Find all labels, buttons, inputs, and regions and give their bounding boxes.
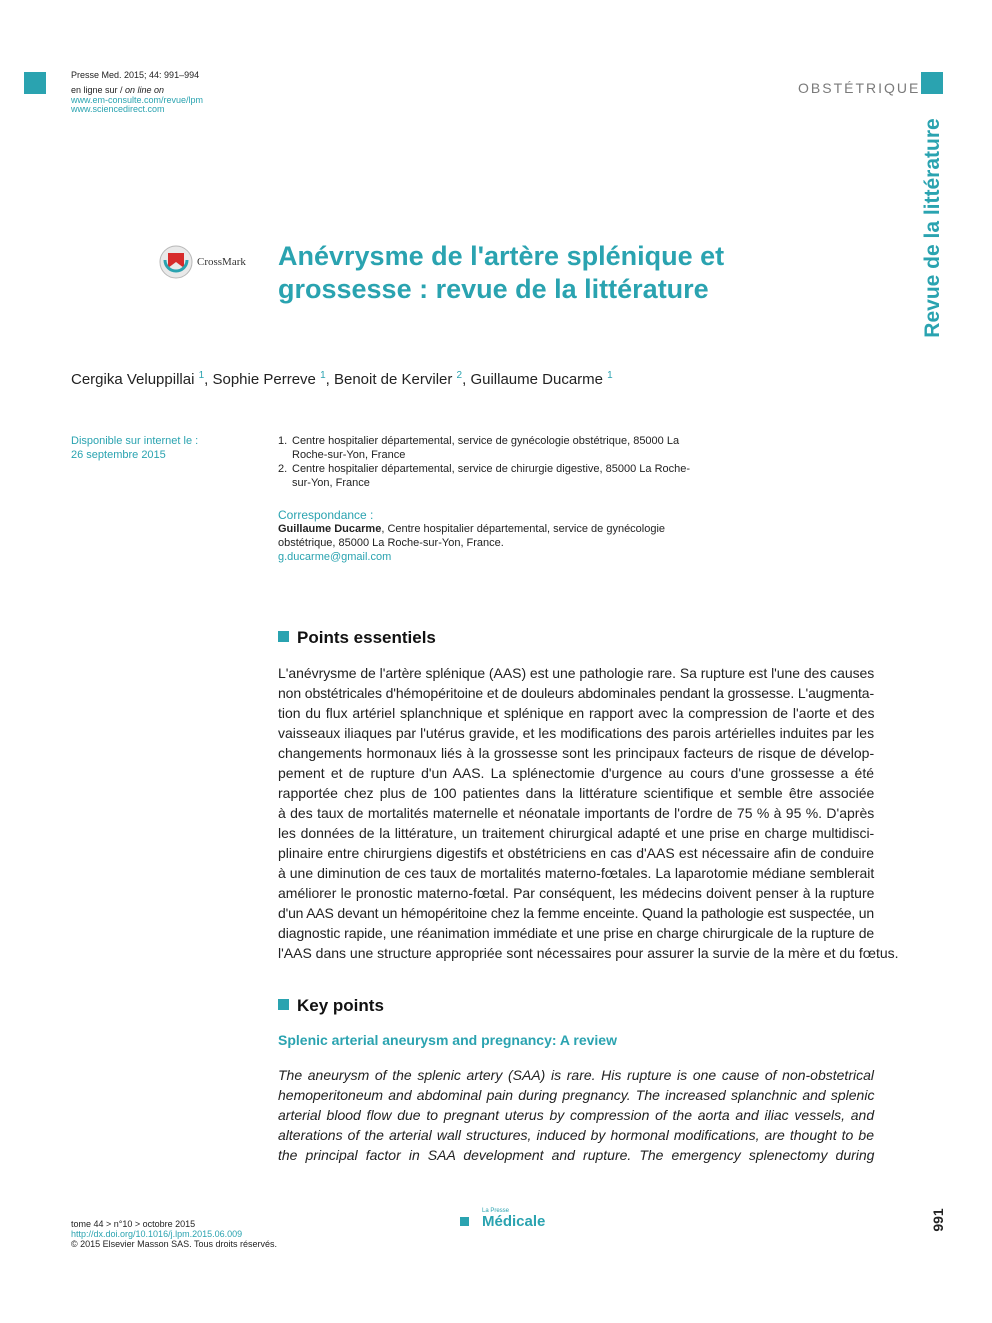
corner-square-right — [921, 72, 943, 94]
text-line: changements hormonaux liés à la grossesse sont les principaux facteurs de risque de dévelop- — [278, 745, 875, 761]
page-number: 991 — [930, 1208, 946, 1232]
text-line: the principal factor in SAA development and rupture. The emergency splenectomy during — [278, 1147, 875, 1163]
correspondence-name: Guillaume Ducarme — [278, 523, 382, 535]
logo-small-text: La Presse — [482, 1208, 510, 1214]
crossmark-badge[interactable] — [159, 245, 246, 279]
heading-bullet-square — [278, 631, 289, 642]
heading-bullet-square — [278, 999, 289, 1010]
logo-square — [460, 1217, 469, 1226]
crossmark-icon — [159, 245, 193, 279]
affiliation-1: 1. Centre hospitalier départemental, service de gynécologie obstétrique, 85000 La Roche-sur-Yon, France — [278, 435, 680, 461]
text-line: The aneurysm of the splenic artery (SAA) is rare. His rupture is one cause of non-obstetrical — [278, 1067, 874, 1083]
correspondence-address: Guillaume Ducarme, Centre hospitalier départemental, service de gynécologie obstétrique, 85000 La Roche-sur-Yon, France. — [278, 523, 666, 549]
article-title-line-1: Anévrysme de l'artère splénique et — [278, 241, 725, 271]
text-line: rapportée chez plus de 100 patientes dans la littérature scientifique et semble être associée — [278, 785, 875, 801]
text-line: plinaire entre chirurgiens digestifs et obstétriciens en cas d'AAS est nécessaire afin de conduire — [278, 845, 874, 861]
text-line: améliorer le pronostic materno-fœtal. Par conséquent, les médecins doivent penser à la rupture — [278, 885, 875, 901]
affiliations — [278, 434, 698, 490]
text-line: d'un AAS devant un hémopéritoine chez la femme enceinte. Quand la pathologie est suspectée, un — [278, 905, 874, 921]
section-label: OBSTÉTRIQUE — [798, 80, 921, 96]
article-title — [278, 240, 898, 306]
available-label: Disponible sur internet le : — [71, 435, 199, 447]
affiliation-2: 2. Centre hospitalier départemental, service de chirurgie digestive, 85000 La Roche- sur-Yon, France — [278, 463, 691, 489]
copyright: © 2015 Elsevier Masson SAS. Tous droits réservés. — [71, 1239, 278, 1249]
text-line: arterial blood flow due to pregnant uterus by compression of the aorta and iliac vessels, and — [278, 1107, 875, 1123]
text-line: les données de la littérature, un traitement chirurgical adapté et une prise en charge multidisci- — [278, 825, 875, 841]
correspondence-email[interactable]: g.ducarme@gmail.com — [278, 551, 392, 563]
text-line: diagnostic rapide, une réanimation immédiate et une prise en charge chirurgicale de la rupture de — [278, 925, 875, 941]
author-1: Cergika Veluppillai $^1$, — [71, 370, 213, 388]
sciencedirect-link[interactable]: www.sciencedirect.com — [71, 104, 165, 114]
vertical-section-title — [916, 117, 950, 338]
text-line: tion du flux artériel splanchnique et splénique en rapport avec la compression de l'aorte et des — [278, 705, 875, 721]
author-4: Guillaume Ducarme $^1$ — [470, 370, 613, 388]
text-line: à une diminution de ces taux de mortalités materno-fœtales. La laparotomie médiane semblerait — [278, 865, 875, 881]
text-line: non obstétricales d'hémopéritoine et de douleurs abdominales pendant la grossesse. L'augmenta- — [278, 685, 874, 701]
english-title: Splenic arterial aneurysm and pregnancy: A review — [278, 1032, 617, 1048]
key-points-heading: Key points — [278, 996, 384, 1016]
online-label-en: on line on — [125, 85, 165, 95]
points-essentiels-heading: Points essentiels — [278, 628, 436, 648]
key-points-text — [278, 1065, 874, 1165]
available-date: 26 septembre 2015 — [71, 449, 166, 461]
text-line: à des taux de mortalités maternelle et néonatale importants de l'ordre de 75 % à 95 %. D'après — [278, 805, 875, 821]
doi-link[interactable]: http://dx.doi.org/10.1016/j.lpm.2015.06.009 — [71, 1229, 243, 1239]
text-line: pement et de rupture d'un AAS. La splénectomie d'urgence au cours d'une grossesse a été — [278, 765, 874, 781]
page-number-wrap — [924, 1206, 952, 1234]
correspondence — [278, 508, 698, 564]
author-list — [71, 370, 613, 388]
issue-info: tome 44 > n°10 > octobre 2015 — [71, 1219, 196, 1229]
correspondence-label: Correspondance : — [278, 508, 374, 522]
text-line: hemoperitoneum and abdominal pain during pregnancy. The increased splanchnic and splenic — [278, 1087, 875, 1103]
vertical-section-title-text: Revue de la littérature — [921, 117, 944, 338]
article-title-line-2: grossesse : revue de la littérature — [278, 274, 709, 304]
journal-reference: Presse Med. 2015; 44: 991–994 — [71, 70, 200, 80]
text-line: l'AAS dans une structure appropriée sont nécessaires pour assurer la survie de la mère et du fœtus. — [278, 945, 899, 961]
logo-main-text: Médicale — [482, 1213, 546, 1230]
corner-square-left — [24, 72, 46, 94]
crossmark-label: CrossMark — [197, 256, 246, 268]
text-line: alterations of the arterial wall structures, induced by hormonal modifications, are thought to be — [278, 1127, 874, 1143]
footer-citation — [71, 1219, 277, 1249]
author-2: Sophie Perreve $^1$, — [212, 370, 334, 388]
online-label-fr: en ligne sur / — [71, 85, 126, 95]
text-line: L'anévrysme de l'artère splénique (AAS) est une pathologie rare. Sa rupture est l'une des causes — [278, 665, 875, 681]
points-essentiels-text — [278, 663, 899, 963]
em-consulte-link[interactable]: www.em-consulte.com/revue/lpm — [71, 95, 204, 105]
text-line: vaisseaux iliaques par l'utérus gravide, et les modifications des parois artérielles induites par les — [278, 725, 875, 741]
available-online — [71, 434, 198, 462]
author-3: Benoit de Kerviler $^2$, — [333, 370, 471, 388]
